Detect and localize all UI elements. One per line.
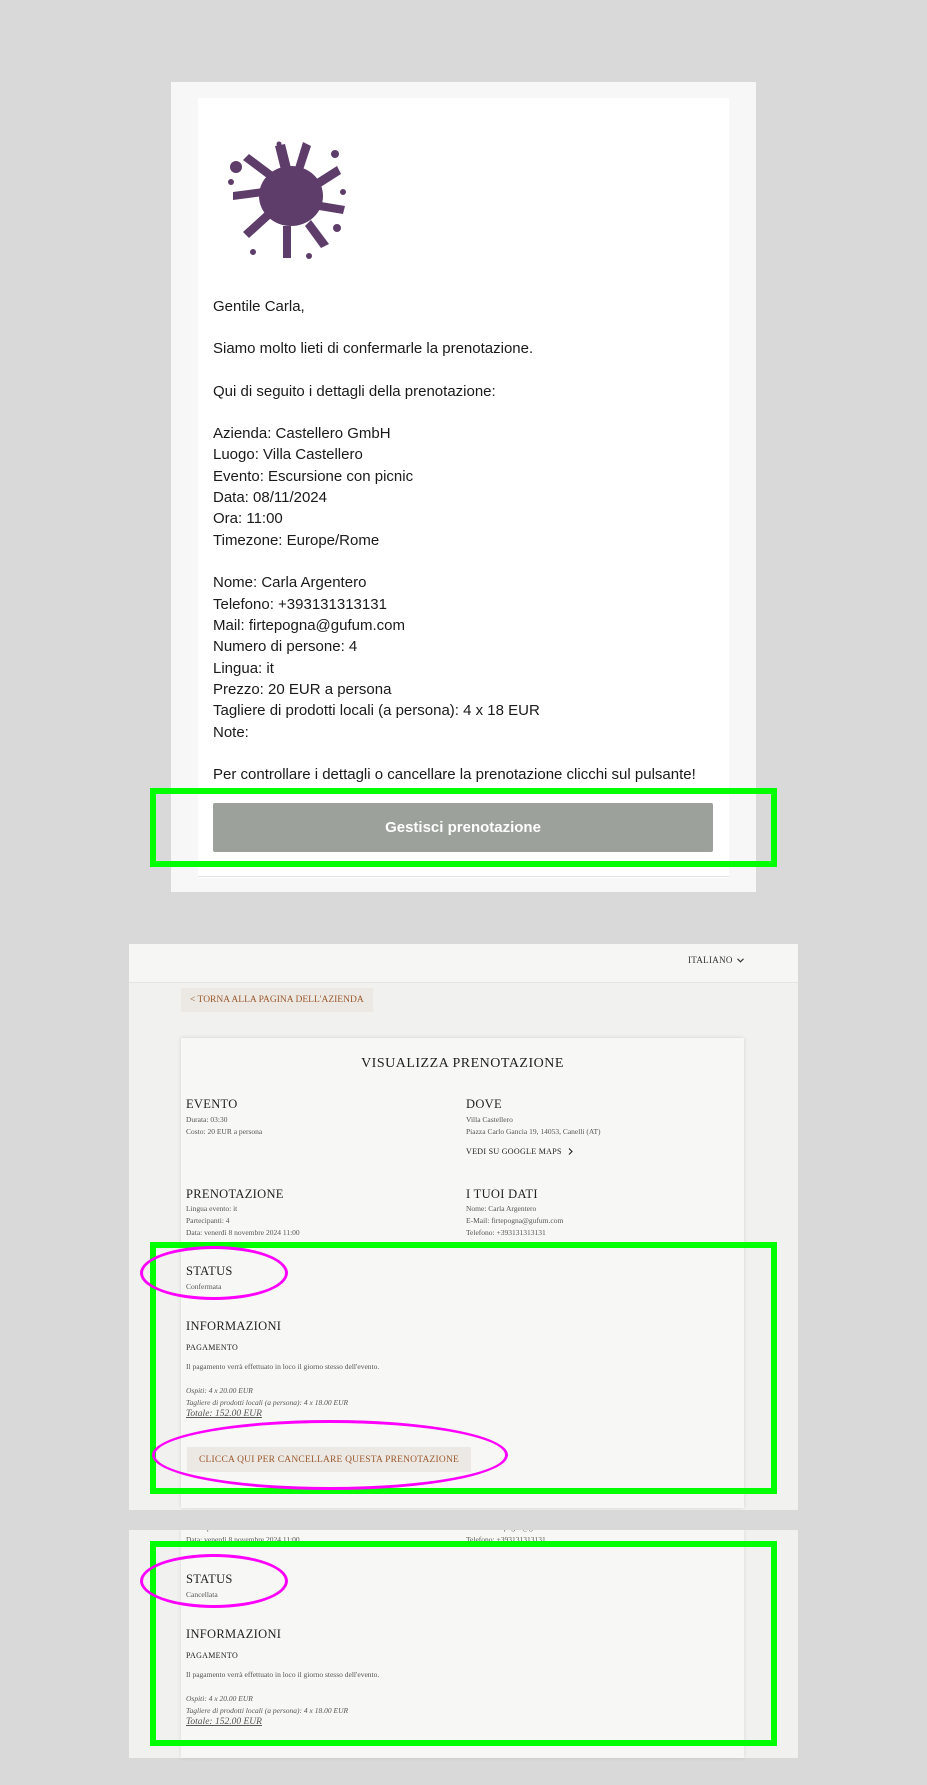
email-cta-text: Per controllare i dettagli o cancellare la prenotazione clicchi sul pulsante!: [213, 766, 696, 783]
highlight-box: [150, 788, 777, 867]
prenotazione-line: Data: venerdì 8 novembre 2024 11:00: [186, 1228, 300, 1237]
total-price: Totale: 152.00 EUR: [186, 1409, 262, 1419]
email-divider: [198, 876, 729, 877]
dove-heading: DOVE: [466, 1097, 502, 1111]
prenotazione-line: Lingua evento: it: [186, 1204, 238, 1213]
status-heading: STATUS: [186, 1572, 233, 1586]
email-customer-line: Lingua: it: [213, 660, 274, 677]
tuoi-dati-line: E-Mail: firtepogna@gufum.com: [466, 1216, 564, 1225]
highlight-ellipse: [140, 1246, 288, 1300]
partial-line: Telefono: +393131313131: [466, 1535, 546, 1544]
status-badge: Confermata: [186, 1282, 222, 1291]
evento-line: Durata: 03:30: [186, 1115, 228, 1124]
price-line: Tagliere di prodotti locali (a persona): 4 x 18.00 EUR: [186, 1706, 349, 1715]
email-intro: Siamo molto lieti di confermarle la prenotazione.: [213, 340, 534, 357]
email-customer-line: Prezzo: 20 EUR a persona: [213, 681, 392, 698]
evento-line: Costo: 20 EUR a persona: [186, 1127, 263, 1136]
status-heading: STATUS: [186, 1264, 233, 1278]
panel-gap: [129, 1510, 798, 1530]
tuoi-dati-heading: I TUOI DATI: [466, 1187, 538, 1201]
manage-booking-button[interactable]: Gestisci prenotazione: [213, 803, 713, 852]
email-customer-line: Nome: Carla Argentero: [213, 574, 367, 591]
email-customer-line: Mail: firtepogna@gufum.com: [213, 617, 405, 634]
prenotazione-line: Partecipanti: 4: [186, 1216, 230, 1225]
email-detail-line: Timezone: Europe/Rome: [213, 532, 380, 549]
informazioni-heading: INFORMAZIONI: [186, 1627, 282, 1641]
back-to-company-button[interactable]: < TORNA ALLA PAGINA DELL'AZIENDA: [181, 988, 373, 1012]
page-title: VISUALIZZA PRENOTAZIONE: [361, 1056, 564, 1071]
payment-subheading: PAGAMENTO: [186, 1651, 239, 1660]
partial-line: Data: venerdì 8 novembre 2024 11:00: [186, 1535, 300, 1544]
google-maps-label: VEDI SU GOOGLE MAPS: [466, 1147, 562, 1156]
google-maps-link[interactable]: [466, 1147, 573, 1156]
paint-splash-icon: [225, 140, 350, 262]
email-greeting: Gentile Carla,: [213, 298, 305, 315]
highlight-ellipse: [140, 1554, 288, 1608]
email-customer-line: Note:: [213, 724, 249, 741]
payment-text: Il pagamento verrà effettuato in loco il giorno stesso dell'evento.: [186, 1670, 380, 1679]
email-details-intro: Qui di seguito i dettagli della prenotazione:: [213, 383, 496, 400]
status-badge: Cancellata: [186, 1590, 218, 1599]
email-detail-line: Data: 08/11/2024: [213, 489, 327, 506]
language-label: ITALIANO: [688, 955, 733, 965]
tuoi-dati-line: Nome: Carla Argentero: [466, 1204, 537, 1213]
email-detail-line: Luogo: Villa Castellero: [213, 446, 363, 463]
informazioni-heading: INFORMAZIONI: [186, 1319, 282, 1333]
price-line: Ospiti: 4 x 20.00 EUR: [186, 1694, 253, 1703]
language-selector[interactable]: [688, 955, 744, 965]
email-detail-line: Ora: 11:00: [213, 510, 283, 527]
payment-subheading: PAGAMENTO: [186, 1343, 239, 1352]
email-detail-line: Azienda: Castellero GmbH: [213, 425, 391, 442]
price-line: Tagliere di prodotti locali (a persona): 4 x 18.00 EUR: [186, 1398, 349, 1407]
email-customer-line: Numero di persone: 4: [213, 638, 358, 655]
chevron-right-icon: [568, 1148, 573, 1155]
email-customer-line: Tagliere di prodotti locali (a persona): 4 x 18 EUR: [213, 702, 540, 719]
dove-line: Villa Castellero: [466, 1115, 513, 1124]
cancel-booking-button[interactable]: CLICCA QUI PER CANCELLARE QUESTA PRENOTAZIONE: [187, 1447, 471, 1472]
evento-heading: EVENTO: [186, 1097, 238, 1111]
email-detail-line: Evento: Escursione con picnic: [213, 468, 414, 485]
total-price: Totale: 152.00 EUR: [186, 1717, 262, 1727]
chevron-down-icon: [737, 958, 744, 963]
prenotazione-heading: PRENOTAZIONE: [186, 1187, 284, 1201]
price-line: Ospiti: 4 x 20.00 EUR: [186, 1386, 253, 1395]
email-customer-line: Telefono: +393131313131: [213, 596, 387, 613]
dove-line: Piazza Carlo Gancia 19, 14053, Canelli (AT): [466, 1127, 601, 1136]
payment-text: Il pagamento verrà effettuato in loco il giorno stesso dell'evento.: [186, 1362, 380, 1371]
highlight-ellipse: [152, 1420, 508, 1490]
tuoi-dati-line: Telefono: +393131313131: [466, 1228, 546, 1237]
